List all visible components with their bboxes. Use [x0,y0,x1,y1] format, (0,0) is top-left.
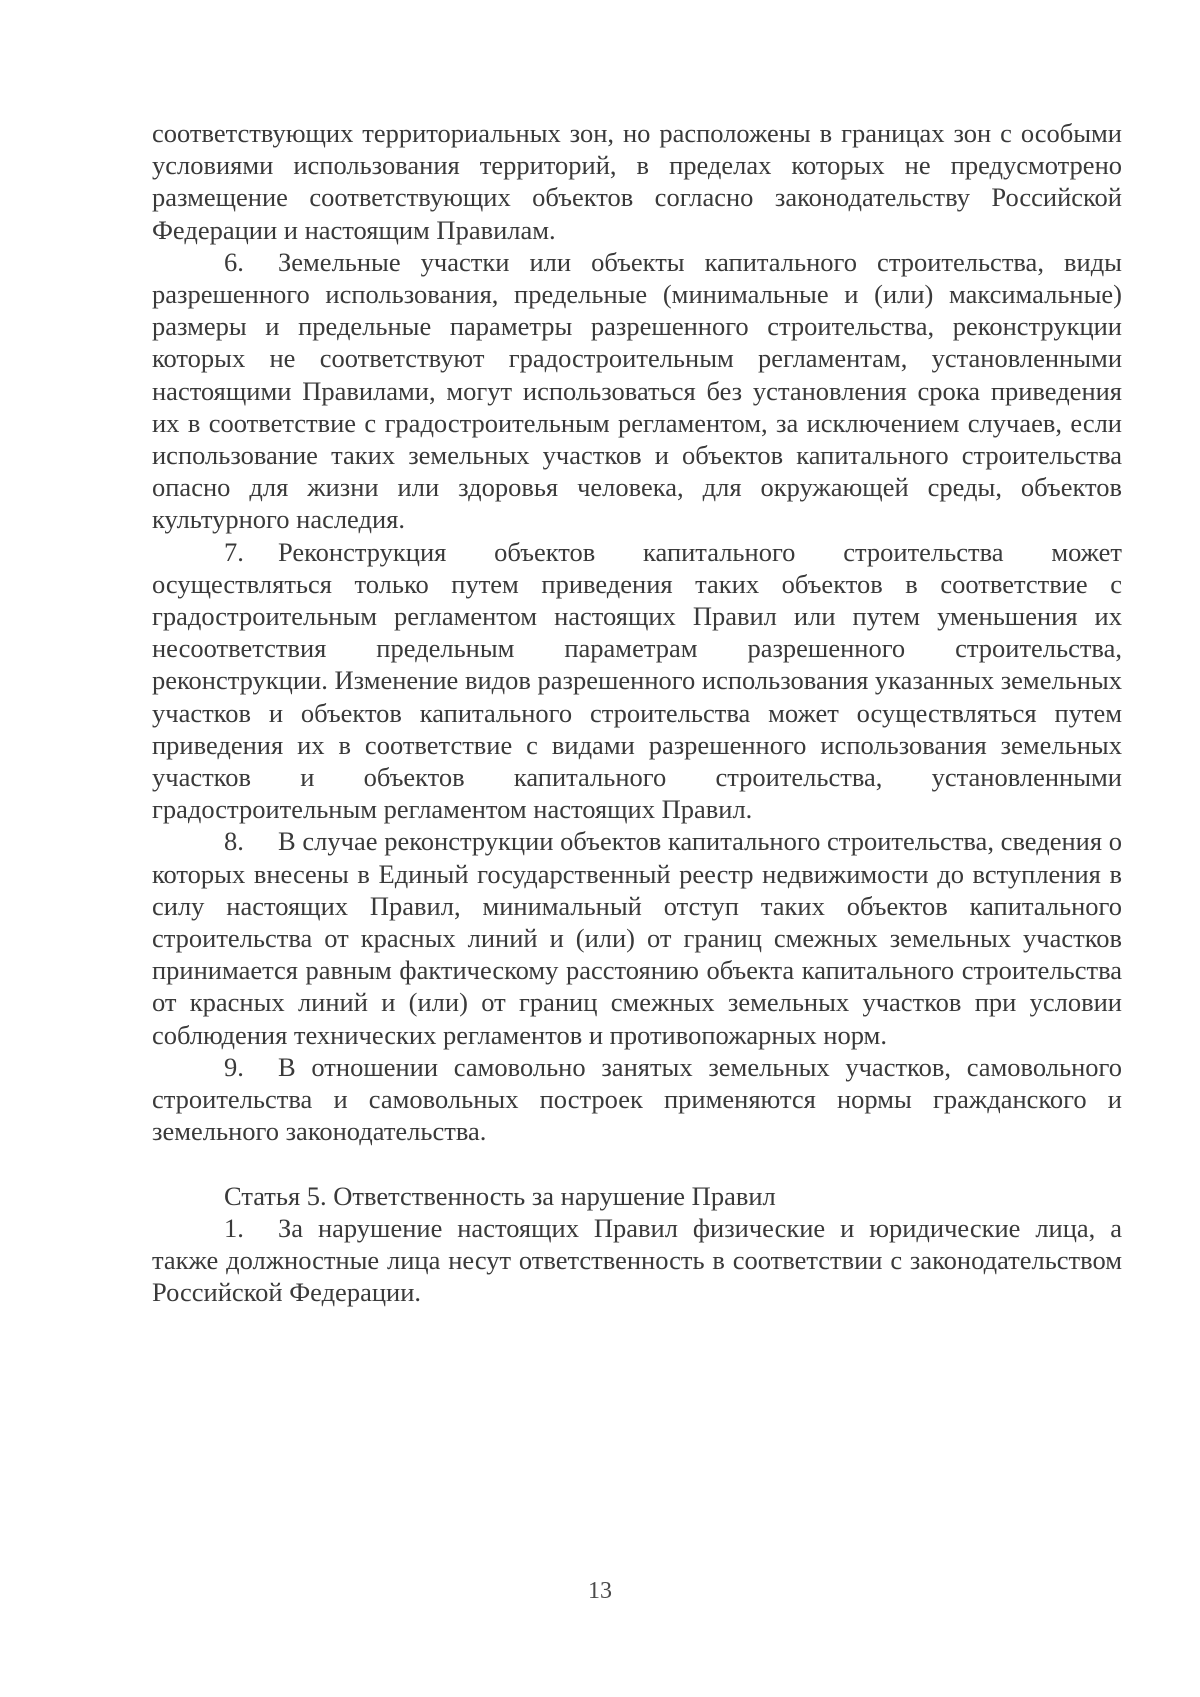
continuation-paragraph: соответствующих территориальных зон, но расположены в границах зон с особыми условиями использования территорий, в пределах которых не предусмотрено размещение соответствующих объектов согласно законодательству Российской Федерации и настоящим Правилам. [152,118,1122,245]
item-text: В случае реконструкции объектов капитального строительства, сведения о которых внесены в Единый государственный реестр недвижимости до вступления в силу настоящих Правил, минимальный отступ таких объектов капитального строительства от красных линий и (или) от границ смежных земельных участков принимается равным фактическому расстоянию объекта капитального строительства от красных линий и (или) от границ смежных земельных участков при условии соблюдения технических регламентов и противопожарных норм. [152,826,1122,1050]
list-item-6 [152,246,1122,536]
item-text: Реконструкция объектов капитального строительства может осуществляться только путем приведения таких объектов в соответствие с градостроительным регламентом настоящих Правил или путем уменьшения их несоответствия предельным параметрам разрешенного строительства, реконструкции. Изменение видов разрешенного использования указанных земельных участков и объектов капитального строительства может осуществляться путем приведения их в соответствие с видами разрешенного использования земельных участков и объектов капитального строительства, установленными градостроительным регламентом настоящих Правил. [152,536,1122,825]
article-heading: Статья 5. Ответственность за нарушение Правил [224,1180,776,1211]
item-number: 9. [224,1051,244,1082]
list-item-9 [152,1051,1122,1148]
item-number: 1. [224,1212,244,1243]
document-body [152,117,1122,1308]
item-number: 6. [224,246,244,277]
list-item-7 [152,536,1122,826]
item-text: Земельные участки или объекты капитального строительства, виды разрешенного использования, предельные (минимальные и (или) максимальные) размеры и предельные параметры разрешенного строительства, реконструкции которых не соответствуют градостроительным регламентам, установленными настоящими Правилами, могут использоваться без установления срока приведения их в соответствие с градостроительным регламентом, за исключением случаев, если использование таких земельных участков и объектов капитального строительства опасно для жизни или здоровья человека, для окружающей среды, объектов культурного наследия. [152,246,1122,535]
item-number: 8. [224,826,244,857]
page-number: 13 [588,1578,612,1604]
item-number: 7. [224,536,244,567]
item-text: В отношении самовольно занятых земельных участков, самовольного строительства и самовольных построек применяются нормы гражданского и земельного законодательства. [152,1051,1122,1147]
article-item-1 [152,1212,1122,1309]
item-text: За нарушение настоящих Правил физические и юридические лица, а также должностные лица несут ответственность в соответствии с законодательством Российской Федерации. [152,1212,1122,1308]
list-item-8 [152,825,1122,1050]
